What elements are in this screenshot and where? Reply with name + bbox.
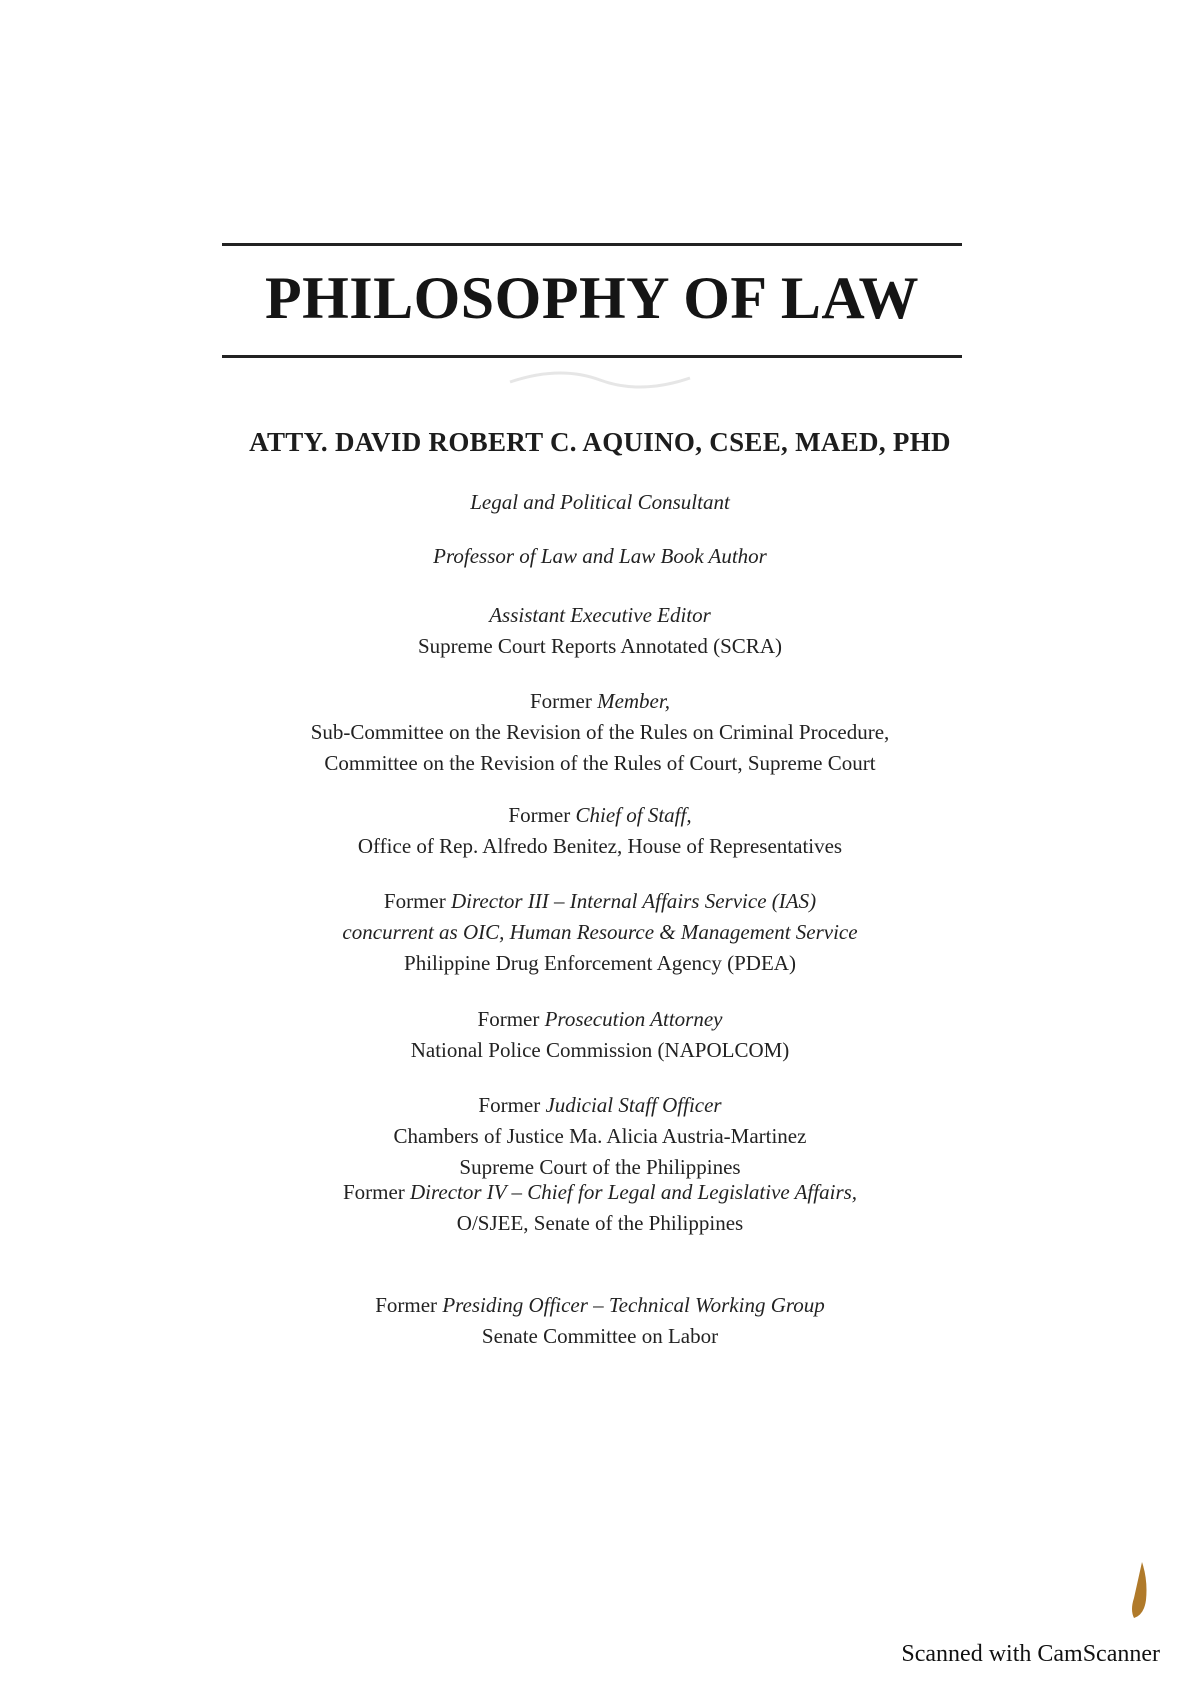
credential-3-org: Supreme Court Reports Annotated (SCRA) [418, 634, 782, 658]
credential-10 [150, 1290, 1050, 1352]
credential-6-prefix: Former [383, 889, 446, 913]
credential-4-prefix: Former [530, 689, 592, 713]
credential-5-org: Office of Rep. Alfredo Benitez, House of Representatives [357, 834, 843, 858]
credential-4 [150, 686, 1050, 779]
credential-6 [150, 886, 1050, 979]
credential-6-role-2: concurrent as OIC, Human Resource & Management Service [342, 920, 858, 944]
credential-9 [150, 1177, 1050, 1239]
title-top-rule [222, 243, 962, 246]
book-title: PHILOSOPHY OF LAW [264, 265, 920, 331]
credential-5 [150, 800, 1050, 862]
credential-4-org-line-2: Committee on the Revision of the Rules of Court, Supreme Court [324, 751, 876, 775]
credential-2-role: Professor of Law and Law Book Author [433, 544, 767, 568]
credential-5-prefix: Former [508, 803, 571, 827]
credential-10-prefix: Former [375, 1293, 438, 1317]
credential-4-role: Member, [597, 689, 670, 713]
credential-9-prefix: Former [342, 1180, 405, 1204]
credential-9-org: O/SJEE, Senate of the Philippines [456, 1211, 744, 1235]
credential-10-role: Presiding Officer – Technical Working Group [442, 1293, 825, 1317]
credential-8-org-line-2: Supreme Court of the Philippines [459, 1155, 741, 1179]
credential-3 [150, 600, 1050, 662]
credential-1-role: Legal and Political Consultant [470, 490, 730, 514]
credential-8-role: Judicial Staff Officer [545, 1093, 722, 1117]
credential-7 [150, 1004, 1050, 1066]
credential-10-org: Senate Committee on Labor [481, 1324, 719, 1348]
credential-8 [150, 1090, 1050, 1183]
credential-2 [150, 541, 1050, 572]
credential-6-org: Philippine Drug Enforcement Agency (PDEA) [404, 951, 796, 975]
credential-4-org-line-1: Sub-Committee on the Revision of the Rules on Criminal Procedure, [310, 720, 890, 744]
credential-7-role: Prosecution Attorney [544, 1007, 723, 1031]
credential-8-prefix: Former [478, 1093, 541, 1117]
credential-8-org-line-1: Chambers of Justice Ma. Alicia Austria-Martinez [393, 1124, 807, 1148]
credential-5-role: Chief of Staff, [575, 803, 692, 827]
ornament-flourish [500, 360, 700, 400]
credential-7-org: National Police Commission (NAPOLCOM) [410, 1038, 790, 1062]
credential-7-prefix: Former [477, 1007, 540, 1031]
credential-3-role: Assistant Executive Editor [489, 603, 711, 627]
credential-6-role: Director III – Internal Affairs Service (IAS) [451, 889, 817, 913]
author-name: ATTY. DAVID ROBERT C. AQUINO, CSEE, MAED, PHD [249, 427, 951, 457]
title-bottom-rule [222, 355, 962, 358]
scanner-watermark: Scanned with CamScanner [901, 1641, 1160, 1667]
credential-1 [150, 487, 1050, 518]
credential-9-role: Director IV – Chief for Legal and Legislative Affairs, [410, 1180, 858, 1204]
page-edge-smudge [1128, 1560, 1152, 1620]
